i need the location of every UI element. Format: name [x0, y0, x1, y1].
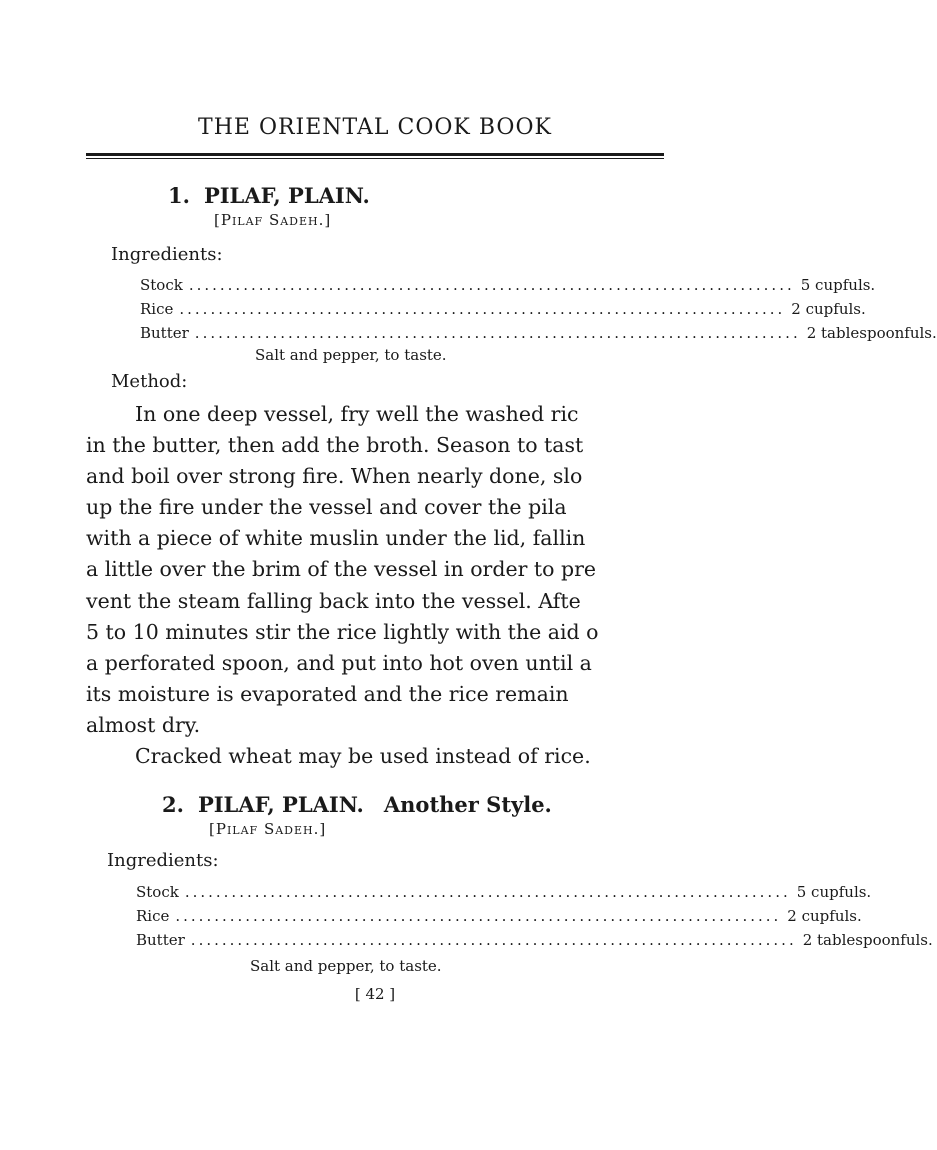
page-number: [ 42 ]: [354, 985, 396, 1003]
recipe-1-seasoning: Salt and pepper, to taste.: [255, 346, 447, 364]
method-line: a little over the brim of the vessel in order to pre: [86, 557, 597, 581]
leader-dots: ..............................................................................: [190, 931, 797, 949]
method-line: its moisture is evaporated and the rice remain: [86, 682, 569, 706]
recipe-2-seasoning: Salt and pepper, to taste.: [250, 957, 442, 975]
recipe-2-title: PILAF, PLAIN.: [197, 792, 364, 817]
method-line: almost dry.: [86, 713, 201, 737]
header-rule-thin: [86, 158, 664, 159]
recipe-1-note: Cracked wheat may be used instead of rice.: [135, 744, 591, 768]
ingredient-name: Rice: [140, 300, 174, 318]
method-line: 5 to 10 minutes stir the rice lightly with the aid o: [86, 620, 599, 644]
method-line: a perforated spoon, and put into hot oven until a: [86, 651, 592, 675]
recipe-2-ingredient-row: [136, 907, 862, 925]
ingredient-quantity: 2 tablespoonfuls.: [806, 324, 937, 342]
ingredient-name: Butter: [136, 931, 185, 949]
recipe-2-number: 2.: [162, 792, 184, 817]
header-rule-thick: [86, 153, 664, 156]
recipe-2-alt-name: [Pilaf Sadeh.]: [209, 820, 327, 838]
recipe-2-heading: [162, 792, 552, 817]
ingredient-quantity: 2 cupfuls.: [787, 907, 862, 925]
recipe-2-ingredients-label: Ingredients:: [107, 850, 219, 871]
recipe-2-subtitle: Another Style.: [383, 792, 552, 817]
recipe-1-heading: [168, 183, 370, 208]
recipe-1-method-label: Method:: [111, 371, 188, 392]
ingredient-quantity: 2 cupfuls.: [791, 300, 866, 318]
recipe-1-ingredient-row: [140, 324, 937, 342]
running-head: THE ORIENTAL COOK BOOK: [198, 115, 552, 140]
leader-dots: ..............................................................................: [194, 324, 801, 342]
recipe-2-ingredient-row: [136, 883, 872, 901]
method-line: up the fire under the vessel and cover the pila: [86, 495, 567, 519]
method-line: with a piece of white muslin under the lid, fallin: [86, 526, 586, 550]
recipe-2-ingredient-row: [136, 931, 933, 949]
method-line: and boil over strong fire. When nearly done, slo: [86, 464, 583, 488]
ingredient-name: Butter: [140, 324, 189, 342]
recipe-1-title: PILAF, PLAIN.: [203, 183, 370, 208]
recipe-1-ingredients-label: Ingredients:: [111, 244, 223, 265]
recipe-1-ingredient-row: [140, 276, 876, 294]
ingredient-quantity: 5 cupfuls.: [800, 276, 876, 294]
method-line: In one deep vessel, fry well the washed ric: [135, 402, 579, 426]
ingredient-quantity: 2 tablespoonfuls.: [802, 931, 933, 949]
leader-dots: ..............................................................................: [184, 883, 791, 901]
leader-dots: ..............................................................................: [179, 300, 786, 318]
recipe-1-alt-name: [Pilaf Sadeh.]: [214, 211, 332, 229]
ingredient-name: Rice: [136, 907, 170, 925]
ingredient-name: Stock: [140, 276, 183, 294]
method-line: vent the steam falling back into the vessel. Afte: [86, 589, 581, 613]
recipe-1-number: 1.: [168, 183, 190, 208]
method-line: in the butter, then add the broth. Season to tast: [86, 433, 584, 457]
leader-dots: ..............................................................................: [175, 907, 782, 925]
ingredient-name: Stock: [136, 883, 179, 901]
ingredient-quantity: 5 cupfuls.: [796, 883, 872, 901]
leader-dots: ..............................................................................: [188, 276, 795, 294]
recipe-1-ingredient-row: [140, 300, 866, 318]
